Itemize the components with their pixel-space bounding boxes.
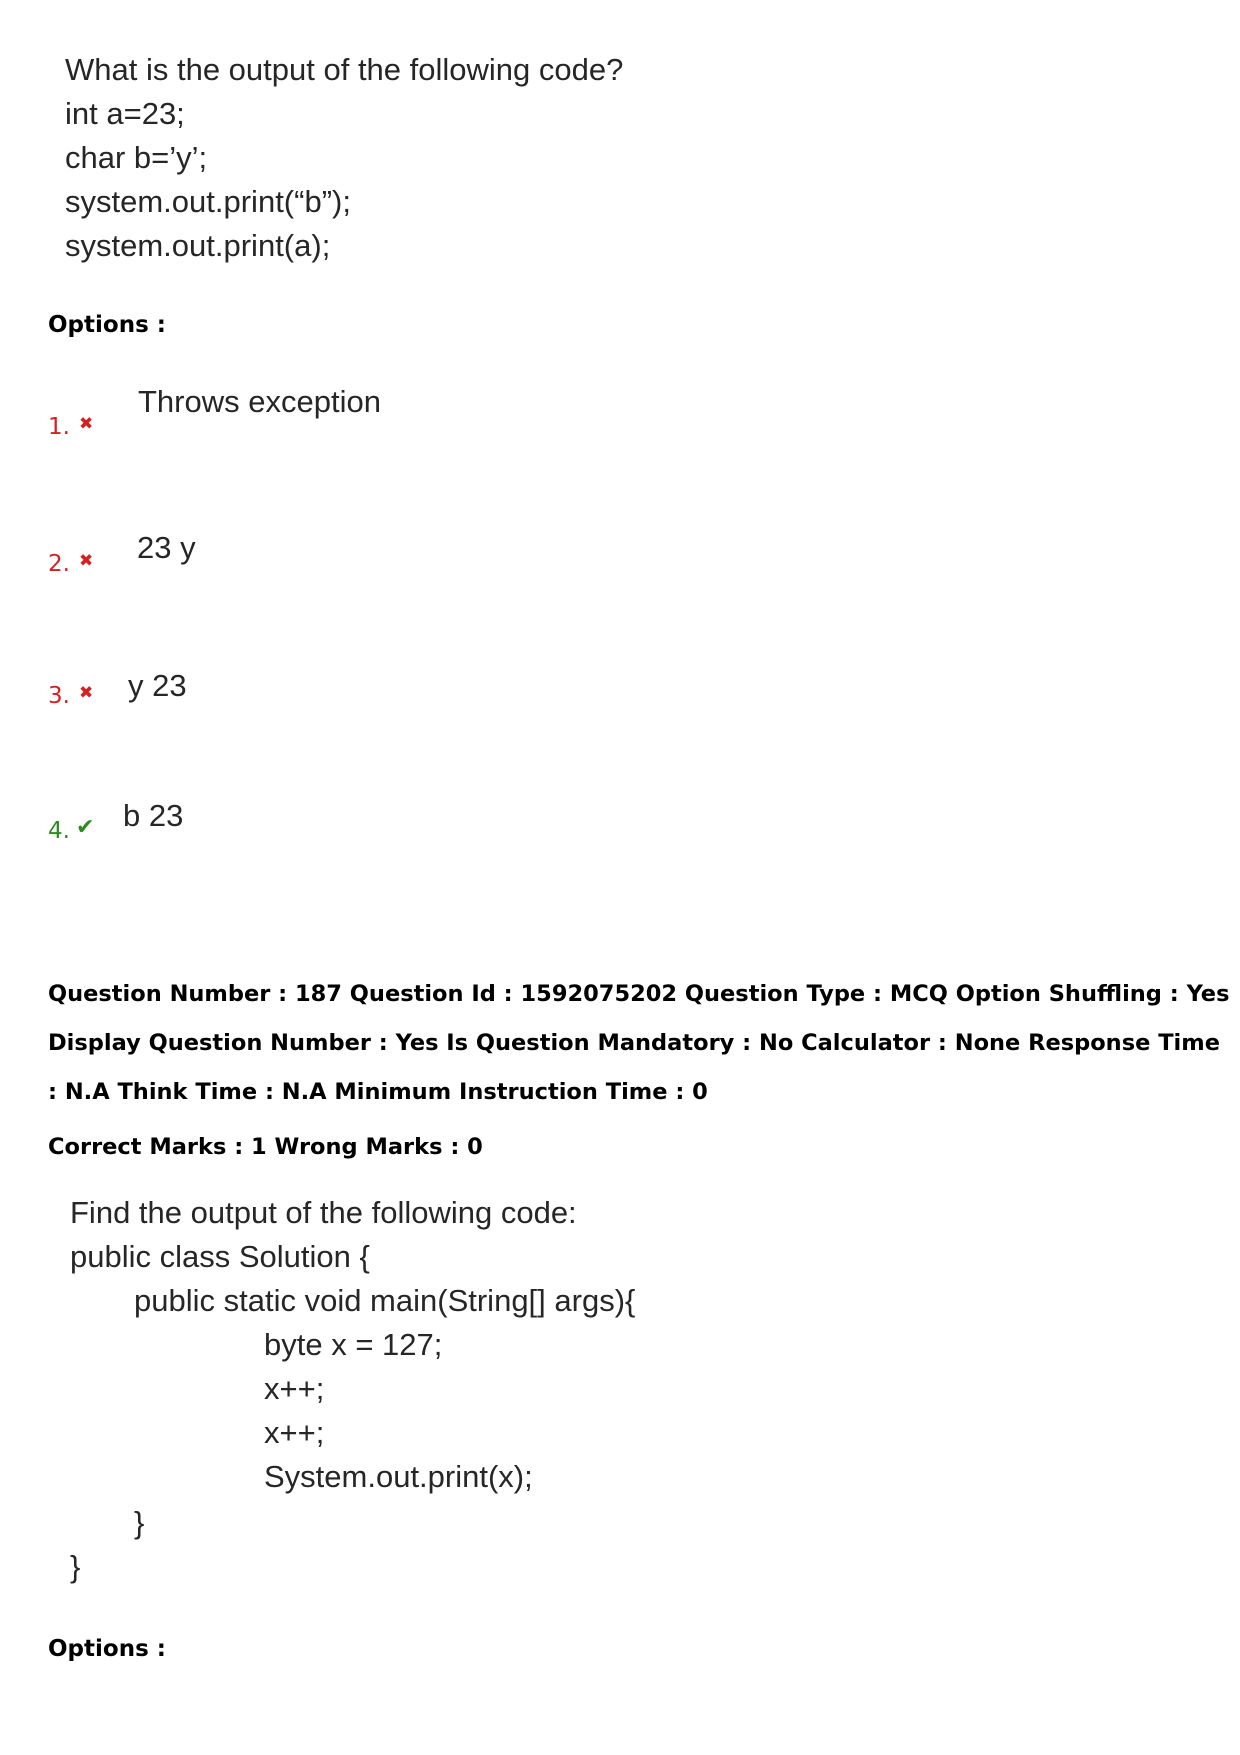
question-1-line: char b=’y’; <box>65 140 208 175</box>
option-text: Throws exception <box>138 384 381 419</box>
question-meta-line: Question Number : 187 Question Id : 1592075202 Question Type : MCQ Option Shuffling : Yes <box>48 981 1230 1007</box>
options-label: Options : <box>48 1636 166 1662</box>
question-2-line: System.out.print(x); <box>264 1459 533 1494</box>
question-2-line: Find the output of the following code: <box>70 1195 577 1230</box>
option-number: 4. <box>48 818 70 844</box>
option-number: 1. <box>48 414 70 440</box>
question-1-line: int a=23; <box>65 96 185 131</box>
correct-check-icon: ✔ <box>76 815 95 840</box>
wrong-cross-icon: ✖ <box>79 414 94 434</box>
question-2-line: public static void main(String[] args){ <box>134 1283 636 1318</box>
question-2-line: x++; <box>264 1371 325 1406</box>
option-text: 23 y <box>137 530 196 565</box>
option-text: y 23 <box>128 668 187 703</box>
options-label: Options : <box>48 312 166 338</box>
question-1-line: system.out.print(“b”); <box>65 184 351 219</box>
marks-line: Correct Marks : 1 Wrong Marks : 0 <box>48 1134 483 1160</box>
wrong-cross-icon: ✖ <box>79 551 94 571</box>
question-2-line: x++; <box>264 1415 325 1450</box>
question-2-line: byte x = 127; <box>264 1327 443 1362</box>
option-text: b 23 <box>123 798 184 833</box>
question-2-line: public class Solution { <box>70 1239 370 1274</box>
question-2-line: } <box>134 1505 145 1540</box>
question-meta-line: : N.A Think Time : N.A Minimum Instruction Time : 0 <box>48 1079 708 1105</box>
question-2-line: } <box>70 1549 81 1584</box>
question-meta-line: Display Question Number : Yes Is Question Mandatory : No Calculator : None Response Time <box>48 1030 1220 1056</box>
option-number: 3. <box>48 683 70 709</box>
question-1-line: What is the output of the following code? <box>65 52 624 87</box>
wrong-cross-icon: ✖ <box>79 683 94 703</box>
question-1-line: system.out.print(a); <box>65 228 331 263</box>
option-number: 2. <box>48 551 70 577</box>
